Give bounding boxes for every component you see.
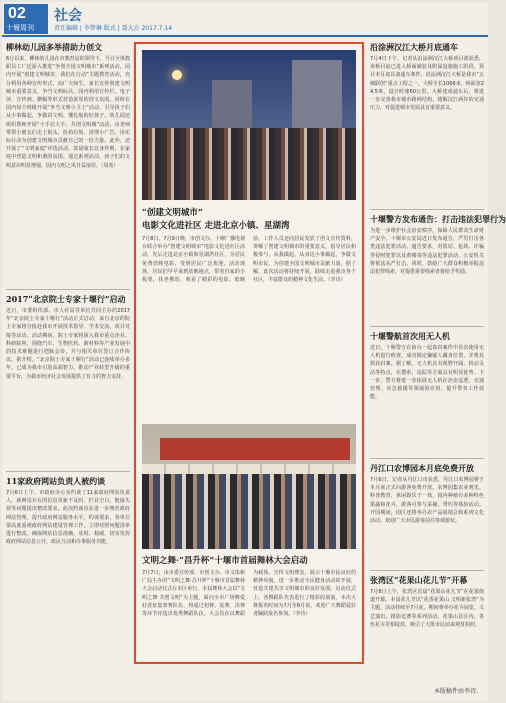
editor-meta: 责任编辑 | 李梦琳 版式 | 聂大方 2017.7.14: [54, 25, 173, 32]
article-title: 2017“北京院士专家十堰行”启动: [6, 294, 126, 304]
divider: [6, 289, 130, 290]
article-body: 7月8日上午，张湾区首届“花果山花儿节”在花果街道开幕。本届花儿节以“花香花果山 文明新张湾”为主题，活动持续至7月底，期间将举办花卉展览、文艺演出、摄影比赛等系列活动。花果山景区内，各色花卉竞相绽放，吸引了大批市民前来观赏拍照。: [370, 589, 484, 628]
divider: [370, 458, 484, 459]
article-body: 6月以来，柳林幼儿园在市教育局的领导下，号召全体教职员工广泛深入推进“争创全国文明城市”系列活动，园内开展“创建文明城市，我们在行动”主题教育活动，充分利用各种宣传形式，向广大师生、家长宣传创建文明城市重要意义，争当文明标兵。园内利用宣传栏、电子屏、宣传画、横幅等形式营造浓厚的创文氛围。同时在园内每个班级开展“争当文明小卫士”活动，引导孩子们从小事做起，争做讲文明、懂礼貌的好孩子。幼儿园还组织教师开展“小手拉大手，共创文明城”活动，由老师带领小朋友们走上街头，捡拾垃圾、清理小广告，用实际行动为创建文明城市贡献自己的一份力量。此外，还开展了“文明家庭”评选活动，鼓励家长以身作则，在家庭中营造文明和谐的氛围。通过系列活动，孩子们的文明意识明显增强，园内文明之风日益浓厚。（周希）: [6, 56, 130, 169]
feature-body-1: 7月8日、7月9日晚，市创文办、十堰广播电视台联合举办“创建文明城市”电影文化进社区活动，先后走进北京小镇和星湖湾社区，为居民免费放映电影，受到居民广泛欢迎。活动现场，居民们早早来到放映地点，带着自家的小板凳，扶老携幼，观看了精彩的电影。放映前，工作人员还向居民发放了创文宣传资料，讲解了创建文明城市的重要意义，倡导居民积极参与，从我做起，从身边小事做起，争做文明市民，为创建全国文明城市贡献力量。据了解，此次活动将持续开展，陆续走进我市各个社区，丰富群众的精神文化生活。（李诗）: [142, 236, 356, 284]
divider: [370, 326, 484, 327]
feature-headline-1: “创建文明城市”: [142, 208, 203, 218]
article-title: 十堰警方发布通告：打击违法犯罪行为: [370, 214, 506, 224]
article-title: 沿涂洲汉江大桥月底通车: [370, 42, 458, 52]
section-title: 社会: [54, 8, 82, 24]
left-column: [6, 42, 130, 682]
feature-headline-2: 电影文化进社区 走进北京小镇、星湖湾: [142, 221, 290, 231]
right-column: [370, 42, 506, 682]
divider: [6, 471, 130, 472]
article-body: 近日，十堰警方在侦办一起盗窃案件中首次使用无人机进行侦查，成功锁定嫌疑人藏身位置，并将其抓获归案。据了解，无人机具有视野开阔、机动灵活等特点，在搜索、追踪等方面具有明显优势。下一步，警方将进一步拓展无人机在治安巡逻、交通管理、应急救援等领域的应用，提升警务工作效能。: [370, 345, 484, 401]
article-title: 张湾区“花果山花儿节”开幕: [370, 575, 468, 585]
divider: [370, 209, 484, 210]
article-title: 十堰警航首次用无人机: [370, 331, 450, 341]
page-number-badge: [4, 4, 48, 34]
article-body: 7月6日，记者从丹江口市获悉，丹江口农博园将于本月底正式向游客免费开放。农博园集农业观光、科普教育、休闲娱乐于一体，园内种植有多种特色果蔬和花卉，游客可参与采摘、垂钓等体验活动。开园期间，园区还将举办农产品展销会和系列文化活动，欢迎广大市民游客前往参观游玩。: [370, 477, 484, 525]
feature-headline-3: 文明之舞·“昌升杯”十堰市首届舞林大会启动: [142, 556, 308, 566]
featured-article-box: [134, 42, 364, 664]
article-title: 丹江口农博园本月底免费开放: [370, 463, 474, 473]
feature-body-2: 7月7日，由市委宣传部、市创文办、市文体新广局主办的“文明之舞·昌升杯”十堰市首届舞林大会启动仪式在市区举行。本届舞林大会以“文明之舞 共创文明”为主题，面向全市广场舞爱好者征集参赛队伍，将通过初赛、复赛、决赛等环节评选出优秀舞蹈队伍。大会旨在以舞蹈为载体，宣传文明理念，展示十堰市民良好的精神风貌，进一步推动全民健身活动的开展，营造共建共享文明城市的良好氛围。启动仪式上，各舞蹈队代表进行了精彩的展演。本次大赛报名时间为7月至8月底，欢迎广大舞蹈爱好者踊跃报名参加。（李诗）: [142, 570, 356, 618]
article-body: 7月4日下午，记者从沿涂洲汉江大桥项目部获悉，该桥目前已进入桥面铺装及附属设施施工阶段，预计本月底具备通车条件。沿涂洲汉江大桥是我市“五城联创”重点工程之一，大桥全长1066米，桥面宽24.5米，设计时速60公里。大桥建成通车后，将进一步完善我市城市路网结构，缓解汉江两岸的交通压力，对促进城市发展具有重要意义。: [370, 56, 484, 112]
dance-event-photo: [142, 424, 356, 549]
article-title: 柳林幼儿园多举措助力创文: [6, 42, 102, 52]
page-header: [2, 2, 488, 36]
night-event-photo: [142, 50, 356, 200]
page-footer-note: 本版稿件由李诗、: [433, 688, 482, 695]
newspaper-page: [2, 2, 506, 701]
divider: [370, 570, 484, 571]
paper-name: 十堰周刊: [6, 24, 34, 32]
article-body: 7月6日上午，市政府办公室约谈了11家政府网站负责人，就网站存在的信息更新不及时、栏目空白、链接失效等问题提出整改要求。此次约谈旨在进一步规范政府网站管理，提升政府网站服务水平。约谈要求，各单位要高度重视政府网站建设管理工作，立即对照问题清单进行整改，确保网站信息准确、及时、权威，切实发挥政府网站信息公开、政民互动和办事服务功能。: [6, 490, 130, 546]
header-rule: [2, 35, 488, 37]
article-title: 11家政府网站负责人被约谈: [6, 476, 106, 486]
page-number: 02: [8, 5, 26, 22]
article-body: 为进一步维护社会治安秩序，保障人民群众生命财产安全，十堰市公安局近日发布通告，严厉打击各类违法犯罪活动。通告要求，对盗窃、抢劫、诈骗等侵财犯罪以及黄赌毒等违法犯罪活动，公安机关将依法从严打击。同时，鼓励广大群众积极举报违法犯罪线索，对提供重要线索者将给予奖励。: [370, 228, 484, 276]
article-body: 近日，市委组织部、市人社局等单位共同主办的2017年“北京院士专家十堰行”活动正式启动，来自北京的院士专家将分批赴我市开展技术指导、学术交流、项目对接等活动。活动期间，院士专家将深入我市重点企业、科研院所，围绕汽车、生物医药、新材料等产业发展中的技术难题进行把脉会诊，并与相关单位签订合作协议。据介绍，“北京院士专家十堰行”活动已连续举办多年，已成为我市引进高端智力、推动产业转型升级的重要平台，为我市经济社会发展提供了有力的智力支持。: [6, 308, 130, 380]
